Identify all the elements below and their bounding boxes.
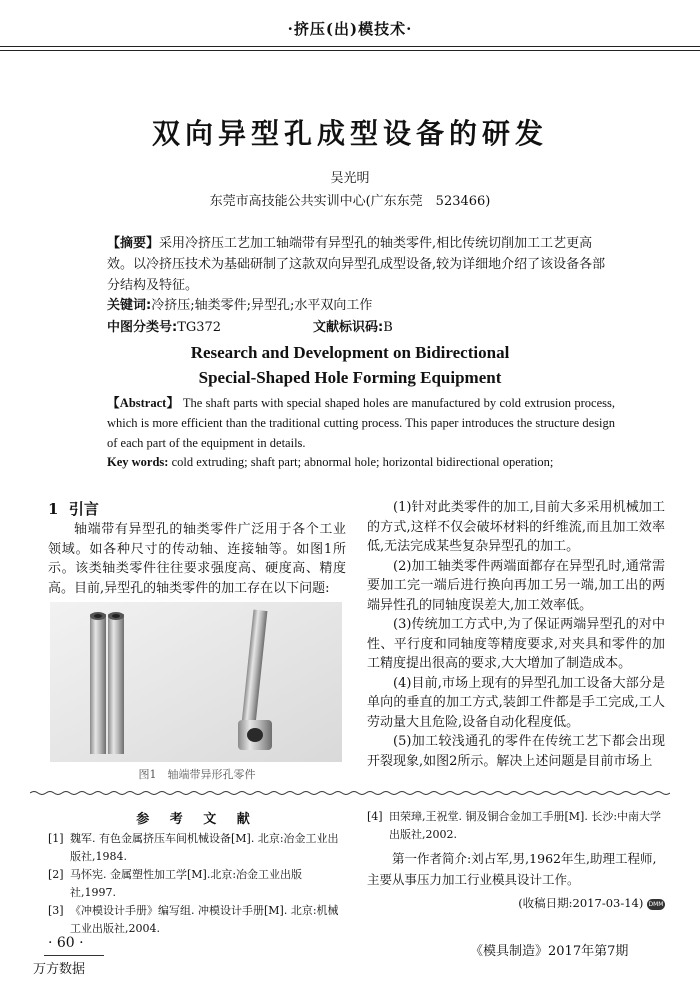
clc-number [107, 316, 221, 335]
english-title-line1: Research and Development on Bidirectional [190, 343, 510, 362]
english-abstract [107, 393, 615, 453]
english-title-line2: Special-Shaped Hole Forming Equipment [198, 368, 502, 387]
footer-source: 万方数据 [33, 962, 86, 977]
reference-item [48, 830, 346, 866]
reference-text: 田荣璋,王祝堂. 铜及铜合金加工手册[M]. 长沙:中南大学出版社,2002. [389, 810, 662, 841]
figure-1-photo [50, 602, 342, 762]
english-keywords [107, 455, 627, 470]
page-number: · 60 · [48, 935, 84, 951]
english-keywords-text: cold extruding; shaft part; abnormal hole; horizontal bidirectional operation; [171, 455, 554, 469]
shaft-parts-image [50, 602, 342, 762]
page-number-rule [44, 955, 104, 956]
cn-keywords [107, 294, 615, 313]
section-label: ·挤压(出)模技术· [287, 20, 413, 38]
reference-number: [4] [367, 810, 383, 823]
document-code [313, 316, 393, 335]
left-column-text [48, 520, 346, 598]
reference-number: [3] [48, 904, 64, 917]
problem-item-1: (1)针对此类零件的加工,目前大多采用机械加工的方式,这样不仅会破坏材料的纤维流,而且加工效率低,无法完成某些复杂异型孔的加工。 [367, 500, 665, 554]
doc-code-value: B [383, 320, 393, 335]
english-abstract-label: 【Abstract】 [107, 396, 180, 410]
clc-value: TG372 [177, 320, 222, 335]
problem-item-3: (3)传统加工方式中,为了保证两端异型孔的对中性、平行度和同轴度等精度要求,对夹具和零件的加工精度提出很高的要求,大大增加了制造成本。 [367, 617, 665, 671]
footer-journal: 《模具制造》2017年第7期 [470, 944, 629, 959]
paper-title: 双向异型孔成型设备的研发 [151, 117, 548, 150]
cn-abstract [107, 233, 615, 296]
english-title [0, 340, 700, 390]
received-date-text: (收稿日期:2017-03-14) [518, 896, 644, 910]
problem-item-2: (2)加工轴类零件两端面都存在异型孔时,通常需要加工完一端后进行换向再加工另一端,加工出的两端异性孔的同轴度误差大,加工效率低。 [367, 558, 665, 613]
reference-text: 魏军. 有色金属挤压车间机械设备[M]. 北京:冶金工业出版社,1984. [70, 832, 339, 863]
english-keywords-label: Key words: [107, 455, 169, 469]
figure-caption: 图1 轴端带异形孔零件 [138, 768, 256, 781]
reference-item [367, 808, 665, 844]
intro-paragraph: 轴端带有异型孔的轴类零件广泛用于各个工业领域。如各种尺寸的传动轴、连接轴等。如图1所示。该类轴类零件往往要求强度高、硬度高、精度高。目前,异型孔的轴类零件的加工存在以下问题: [48, 522, 346, 596]
author-bio: 第一作者简介:刘占军,男,1962年生,助理工程师,主要从事压力加工行业模具设计工作。 [367, 851, 657, 887]
references-right-column [367, 808, 665, 912]
section-number: 1 [48, 500, 59, 518]
affiliation: 东莞市高技能公共实训中心(广东东莞 523466) [209, 194, 491, 209]
received-date [367, 894, 665, 912]
wavy-divider [30, 790, 670, 796]
section-title: 引言 [68, 500, 99, 518]
references-list [48, 830, 346, 938]
english-abstract-text: The shaft parts with special shaped holes are manufactured by cold extrusion process, which is more efficient than the traditional cutting process. This paper introduces the structure design of each part of the equipment in details. [107, 396, 616, 450]
doc-code-label: 文献标识码: [313, 320, 384, 335]
header-rule-thin [0, 50, 700, 51]
problem-item-5: (5)加工较浅通孔的零件在传统工艺下都会出现开裂现象,如图2所示。解决上述问题是目前市场上 [367, 734, 665, 769]
cn-abstract-label: 【摘要】 [107, 236, 160, 251]
reference-number: [2] [48, 868, 64, 881]
references-title: 参 考 文 献 [136, 812, 258, 827]
cn-keywords-text: 冷挤压;轴类零件;异型孔;水平双向工作 [151, 298, 373, 313]
reference-number: [1] [48, 832, 64, 845]
cn-abstract-text: 采用冷挤压工艺加工轴端带有异型孔的轴类零件,相比传统切削加工工艺更高效。以冷挤压技术为基础研制了这款双向异型孔成型设备,较为详细地介绍了该设备各部分结构及特征。 [107, 236, 606, 293]
cn-keywords-label: 关键词: [107, 298, 152, 313]
reference-text: 马怀宪. 金属塑性加工学[M].北京:冶金工业出版社,1997. [70, 868, 303, 899]
header-rule [0, 46, 700, 47]
reference-text: 《冲模设计手册》编写组. 冲模设计手册[M]. 北京:机械工业出版社,2004. [70, 904, 339, 935]
right-column-text [367, 498, 665, 771]
reference-item [48, 902, 346, 938]
author: 吴光明 [330, 171, 370, 186]
clc-label: 中图分类号: [107, 320, 178, 335]
problem-item-4: (4)目前,市场上现有的异型孔加工设备大部分是单向的垂直的加工方式,装卸工件都是手工完成,工人劳动量大且危险,设备自动化程度低。 [367, 675, 665, 730]
reference-item [48, 866, 346, 902]
section-heading [48, 498, 99, 519]
dmm-logo-icon: DMM [648, 900, 664, 908]
